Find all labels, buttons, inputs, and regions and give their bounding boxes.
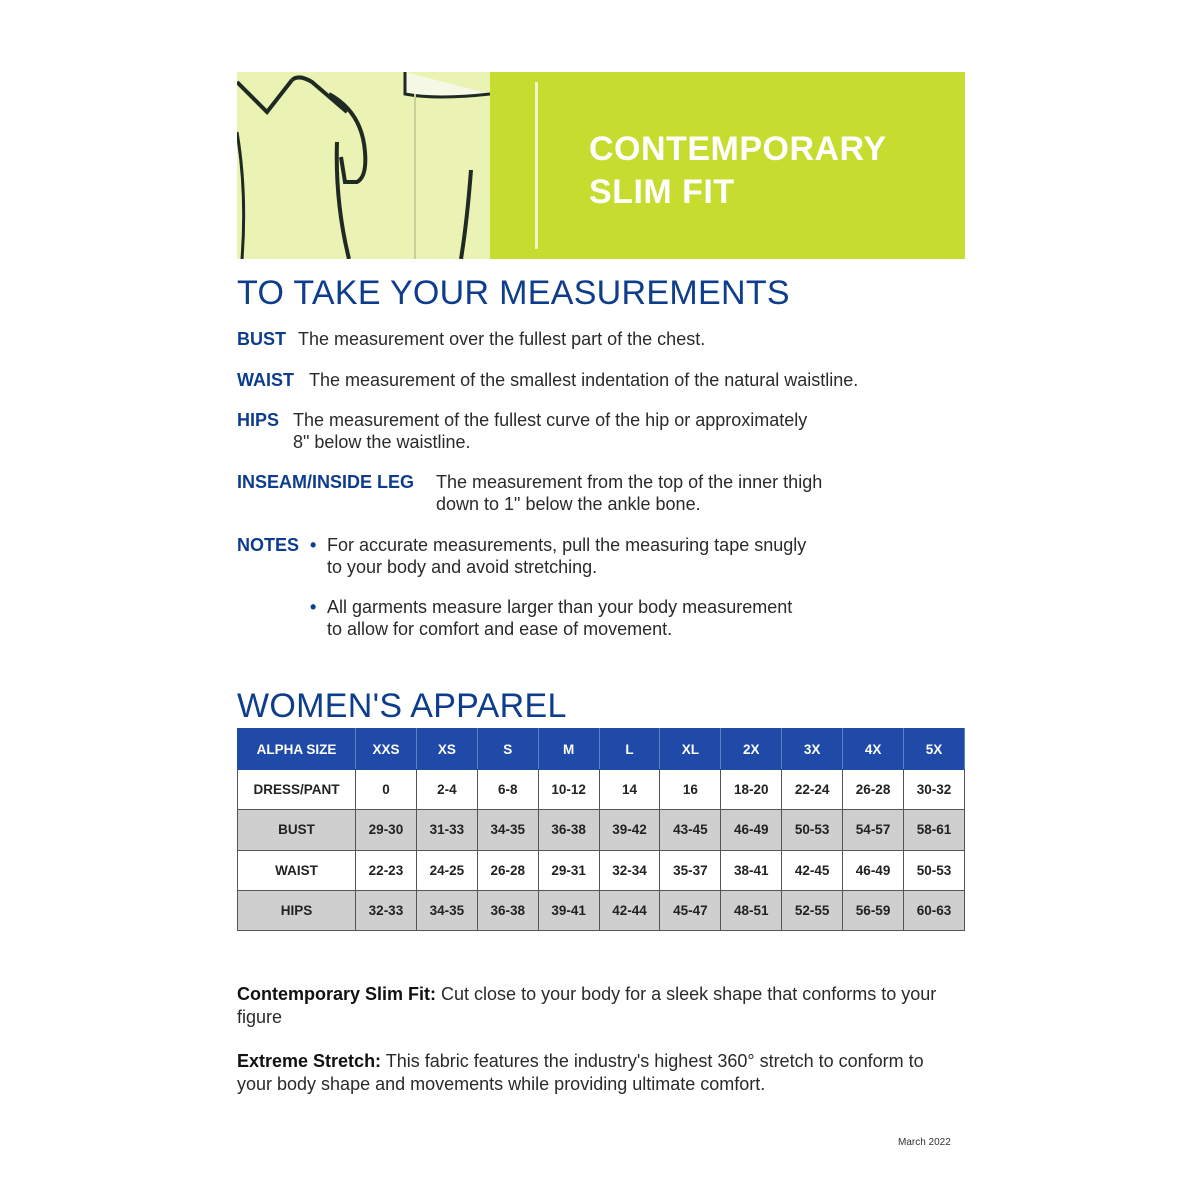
header-cell: ALPHA SIZE	[238, 729, 356, 770]
table-cell: 31-33	[416, 810, 477, 850]
header-cell: 4X	[843, 729, 904, 770]
header-cell: S	[477, 729, 538, 770]
table-cell: 24-25	[416, 850, 477, 890]
extreme-stretch-label: Extreme Stretch:	[237, 1051, 382, 1071]
table-cell: 0	[356, 770, 417, 810]
header-banner	[237, 72, 965, 259]
hips-description-line1: The measurement of the fullest curve of the hip or approximately	[293, 410, 808, 430]
table-cell: 32-34	[599, 850, 660, 890]
note2-bullet: •	[310, 597, 317, 617]
table-cell: 26-28	[477, 850, 538, 890]
table-cell: BUST	[238, 810, 356, 850]
table-cell: 6-8	[477, 770, 538, 810]
table-cell: 10-12	[538, 770, 599, 810]
table-cell: 50-53	[782, 810, 843, 850]
waist-term: WAIST	[237, 370, 294, 390]
table-cell: 43-45	[660, 810, 721, 850]
slim-fit-text: Cut close to your body for a sleek shape that conforms to your figure	[237, 984, 937, 1027]
table-row-dress-pant	[238, 770, 965, 810]
banner-title-line1: CONTEMPORARY	[589, 130, 887, 168]
note1-bullet: •	[310, 535, 317, 555]
table-cell: 54-57	[843, 810, 904, 850]
waist-description: The measurement of the smallest indentation of the natural waistline.	[309, 370, 859, 390]
table-cell: DRESS/PANT	[238, 770, 356, 810]
table-cell: 32-33	[356, 890, 417, 930]
header-cell: 3X	[782, 729, 843, 770]
bust-term: BUST	[237, 329, 286, 349]
note2-line2: to allow for comfort and ease of movement.	[327, 619, 673, 639]
measurements-heading: TO TAKE YOUR MEASUREMENTS	[237, 274, 790, 312]
table-header-row	[238, 729, 965, 770]
table-cell: 52-55	[782, 890, 843, 930]
header-cell: L	[599, 729, 660, 770]
table-cell: 34-35	[477, 810, 538, 850]
header-cell: XXS	[356, 729, 417, 770]
table-cell: 39-41	[538, 890, 599, 930]
banner-divider	[535, 82, 538, 249]
table-cell: 46-49	[843, 850, 904, 890]
table-cell: 50-53	[904, 850, 965, 890]
extreme-stretch-text: This fabric features the industry's highest 360° stretch to conform to your body shape and movements while providing ultimate comfort.	[237, 1051, 924, 1094]
table-cell: 45-47	[660, 890, 721, 930]
banner-title-line2: SLIM FIT	[589, 173, 735, 211]
table-cell: 38-41	[721, 850, 782, 890]
inseam-term: INSEAM/INSIDE LEG	[237, 472, 415, 492]
table-cell: 42-44	[599, 890, 660, 930]
table-cell: 30-32	[904, 770, 965, 810]
note2-line1: All garments measure larger than your body measurement	[327, 597, 793, 617]
size-chart-table	[237, 728, 965, 931]
slim-fit-note	[237, 983, 957, 1029]
slim-fit-label: Contemporary Slim Fit:	[237, 984, 437, 1004]
hips-term: HIPS	[237, 410, 280, 430]
garment-outline-illustration	[237, 72, 490, 259]
table-cell: 56-59	[843, 890, 904, 930]
table-cell: 26-28	[843, 770, 904, 810]
notes-term: NOTES	[237, 535, 300, 555]
table-row-hips	[238, 890, 965, 930]
hips-description-line2: 8" below the waistline.	[293, 432, 471, 452]
table-cell: 58-61	[904, 810, 965, 850]
inseam-description-line1: The measurement from the top of the inner thigh	[436, 472, 823, 492]
header-cell: XS	[416, 729, 477, 770]
header-cell: M	[538, 729, 599, 770]
table-row-bust	[238, 810, 965, 850]
note1-line1: For accurate measurements, pull the measuring tape snugly	[327, 535, 807, 555]
header-cell: XL	[660, 729, 721, 770]
apparel-heading: WOMEN'S APPAREL	[237, 687, 567, 725]
table-cell: 22-23	[356, 850, 417, 890]
table-row-waist	[238, 850, 965, 890]
banner-title	[589, 128, 887, 214]
table-cell: 46-49	[721, 810, 782, 850]
header-cell: 2X	[721, 729, 782, 770]
table-cell: 29-30	[356, 810, 417, 850]
table-cell: 48-51	[721, 890, 782, 930]
table-cell: 39-42	[599, 810, 660, 850]
table-cell: 42-45	[782, 850, 843, 890]
table-cell: WAIST	[238, 850, 356, 890]
table-cell: 16	[660, 770, 721, 810]
table-cell: 36-38	[538, 810, 599, 850]
table-cell: 2-4	[416, 770, 477, 810]
table-cell: HIPS	[238, 890, 356, 930]
table-cell: 22-24	[782, 770, 843, 810]
revision-date: March 2022	[898, 1137, 951, 1148]
bust-description: The measurement over the fullest part of the chest.	[298, 329, 706, 349]
extreme-stretch-note	[237, 1050, 957, 1096]
table-cell: 36-38	[477, 890, 538, 930]
table-cell: 14	[599, 770, 660, 810]
header-cell: 5X	[904, 729, 965, 770]
inseam-description-line2: down to 1" below the ankle bone.	[436, 494, 701, 514]
table-cell: 60-63	[904, 890, 965, 930]
table-cell: 34-35	[416, 890, 477, 930]
table-cell: 18-20	[721, 770, 782, 810]
table-cell: 35-37	[660, 850, 721, 890]
note1-line2: to your body and avoid stretching.	[327, 557, 598, 577]
table-cell: 29-31	[538, 850, 599, 890]
